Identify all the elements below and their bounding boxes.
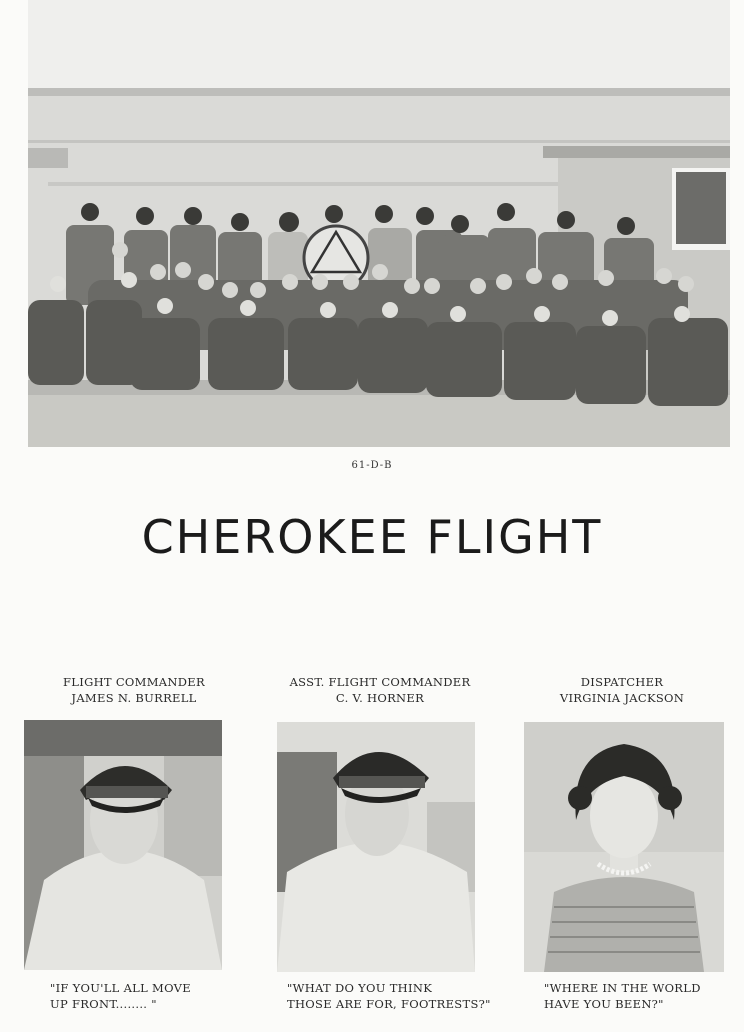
portrait-image: [524, 722, 724, 972]
page-title: CHEROKEE FLIGHT: [141, 510, 603, 564]
group-photo-image: [28, 0, 730, 447]
officer-role: DISPATCHER: [580, 675, 664, 689]
portrait-image: [24, 720, 222, 970]
officer-role: ASST. FLIGHT COMMANDER: [289, 675, 471, 689]
portrait-flight-commander: [24, 720, 222, 970]
portrait-image: [277, 722, 475, 972]
portrait-dispatcher: [524, 722, 724, 972]
officer-name: C. V. HORNER: [335, 691, 425, 705]
officer-quote: "WHERE IN THE WORLD HAVE YOU BEEN?": [544, 981, 701, 1011]
officer-heading-asst-flight-commander: [270, 674, 490, 706]
officer-name: JAMES N. BURRELL: [71, 691, 197, 705]
officer-name: VIRGINIA JACKSON: [559, 691, 685, 705]
officer-heading-dispatcher: [512, 674, 732, 706]
officer-heading-flight-commander: [24, 674, 244, 706]
officer-quote: "WHAT DO YOU THINK THOSE ARE FOR, FOOTRESTS?": [287, 981, 491, 1011]
officer-role: FLIGHT COMMANDER: [63, 675, 205, 689]
group-photo: [28, 0, 730, 447]
officer-quote: "IF YOU'LL ALL MOVE UP FRONT........ ": [50, 981, 191, 1011]
portrait-asst-flight-commander: [277, 722, 475, 972]
group-photo-caption: 61-D-B: [351, 460, 393, 471]
